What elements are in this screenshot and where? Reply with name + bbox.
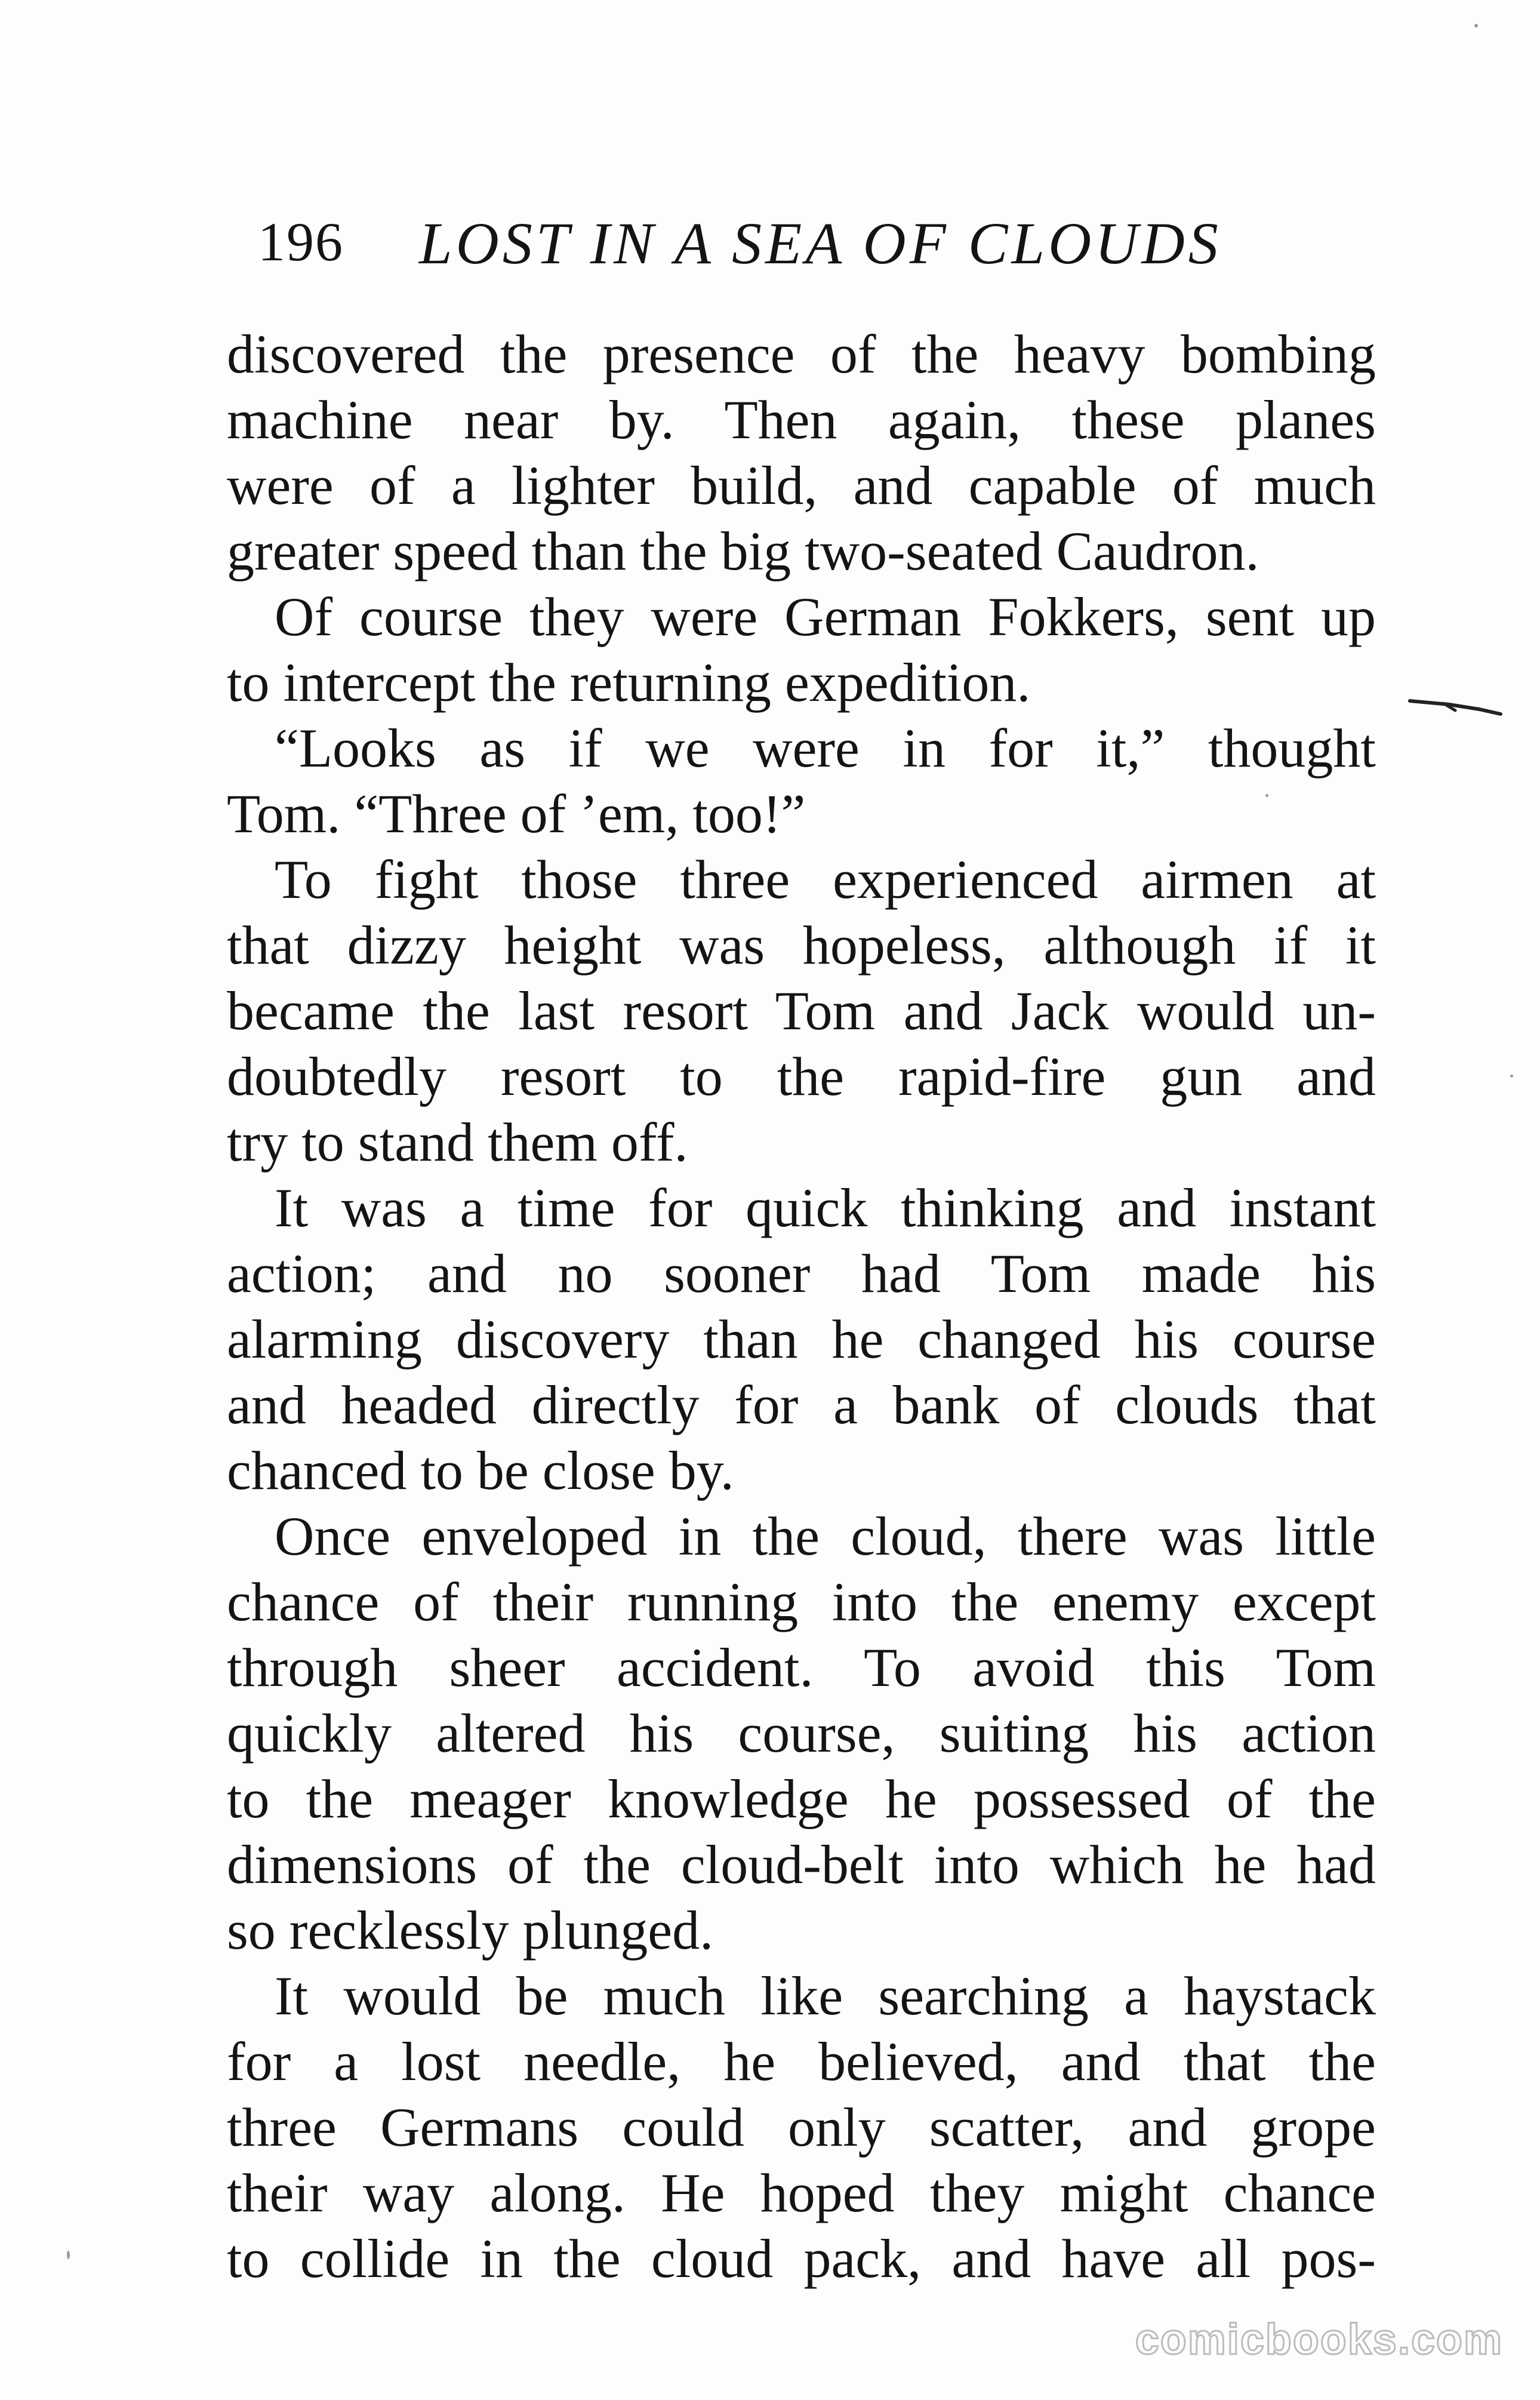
text-line: Once enveloped in the cloud, there was little: [275, 1506, 1376, 1567]
text-line: alarming discovery than he changed his course: [227, 1309, 1376, 1370]
text-line: dimensions of the cloud-belt into which he had: [227, 1834, 1376, 1895]
text-line: To fight those three experienced airmen at: [275, 849, 1376, 910]
text-line: to intercept the returning expedition.: [227, 652, 1031, 713]
text-line: that dizzy height was hopeless, although if it: [227, 915, 1376, 976]
text-line: three Germans could only scatter, and grope: [227, 2097, 1376, 2158]
scan-speck: [1510, 1075, 1513, 1078]
text-line: their way along. He hoped they might chance: [227, 2162, 1376, 2223]
text-line: chance of their running into the enemy except: [227, 1571, 1376, 1632]
text-line: through sheer accident. To avoid this Tom: [227, 1637, 1376, 1698]
page-header: [258, 203, 1392, 281]
text-line: greater speed than the big two-seated Caudron.: [227, 521, 1259, 581]
text-line: action; and no sooner had Tom made his: [227, 1243, 1376, 1304]
text-line: so recklessly plunged.: [227, 1900, 714, 1961]
text-line: for a lost needle, he believed, and that the: [227, 2031, 1376, 2092]
watermark: comicbooks.com: [1135, 2316, 1503, 2364]
running-head: LOST IN A SEA OF CLOUDS: [419, 210, 1222, 276]
scan-speck: [1474, 24, 1478, 27]
text-line: discovered the presence of the heavy bombing: [227, 324, 1376, 384]
text-line: “Looks as if we were in for it,” thought: [275, 718, 1376, 779]
text-line: and headed directly for a bank of clouds that: [227, 1374, 1376, 1435]
text-line: It was a time for quick thinking and instant: [275, 1177, 1376, 1238]
text-line: doubtedly resort to the rapid-fire gun and: [227, 1046, 1376, 1107]
text-line: to collide in the cloud pack, and have all pos-: [227, 2228, 1376, 2289]
text-line: chanced to be close by.: [227, 1440, 734, 1501]
page-number: 196: [258, 211, 344, 272]
text-line: Tom. “Three of ’em, too!”: [227, 783, 806, 844]
text-line: quickly altered his course, suiting his action: [227, 1703, 1376, 1764]
text-line: try to stand them off.: [227, 1112, 688, 1173]
body-text: [227, 321, 1376, 2291]
text-line: machine near by. Then again, these planes: [227, 389, 1376, 450]
scan-speck: [67, 2251, 70, 2259]
text-line: It would be much like searching a haystack: [275, 1965, 1376, 2026]
text-line: became the last resort Tom and Jack would un-: [227, 980, 1376, 1041]
text-line: were of a lighter build, and capable of much: [227, 455, 1376, 516]
text-line: to the meager knowledge he possessed of the: [227, 1768, 1376, 1829]
margin-pencil-mark: [1407, 693, 1503, 716]
text-line: Of course they were German Fokkers, sent up: [275, 586, 1376, 647]
